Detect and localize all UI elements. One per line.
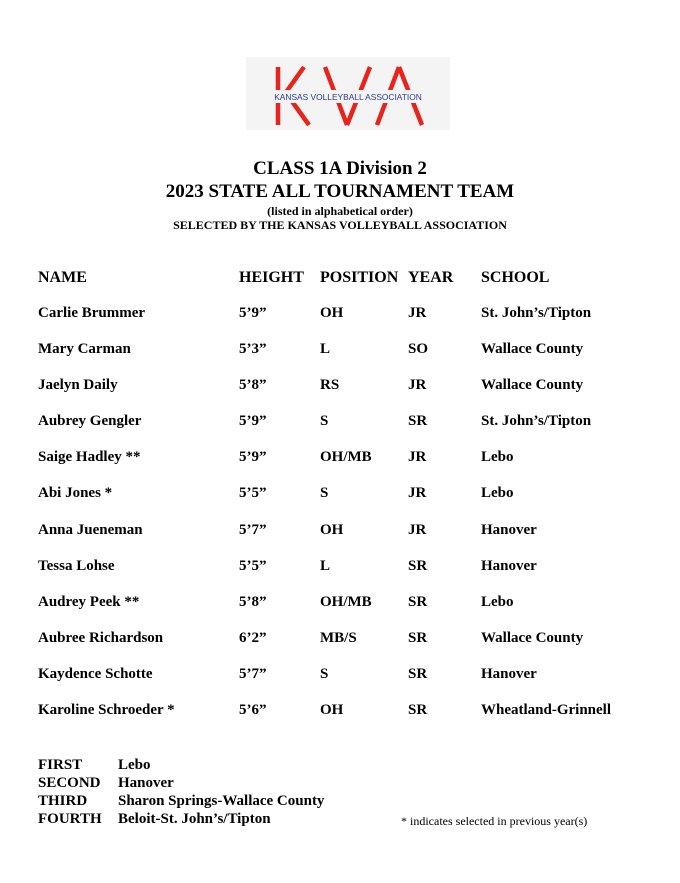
finish-place: FIRST — [38, 757, 83, 773]
cell-name: Aubrey Gengler — [38, 413, 142, 430]
table-row — [38, 377, 658, 413]
table-row — [38, 305, 658, 341]
cell-position: OH — [320, 521, 344, 538]
kva-logo — [246, 57, 450, 130]
cell-school: Lebo — [481, 485, 514, 502]
cell-name: Tessa Lohse — [38, 557, 115, 574]
cell-school: Hanover — [481, 521, 537, 538]
selected-by: SELECTED BY THE KANSAS VOLLEYBALL ASSOCIATION — [173, 218, 507, 232]
cell-school: Wallace County — [481, 629, 584, 646]
cell-school: Lebo — [481, 449, 514, 466]
cell-year: SR — [408, 557, 428, 574]
col-year: YEAR — [408, 269, 454, 286]
cell-school: Wheatland-Grinnell — [481, 702, 612, 719]
cell-school: Lebo — [481, 593, 514, 610]
cell-name: Abi Jones * — [38, 485, 113, 502]
cell-year: SR — [408, 413, 428, 430]
footnote: * indicates selected in previous year(s) — [401, 814, 588, 828]
roster-table — [38, 269, 658, 738]
cell-height: 5’6” — [239, 702, 267, 719]
cell-school: Hanover — [481, 557, 537, 574]
cell-position: OH — [320, 702, 344, 719]
cell-height: 5’5” — [239, 557, 267, 574]
cell-name: Jaelyn Daily — [38, 377, 118, 394]
finish-place: FOURTH — [38, 811, 102, 827]
col-name: NAME — [38, 269, 87, 286]
cell-name: Carlie Brummer — [38, 305, 146, 321]
cell-height: 6’2” — [239, 629, 267, 646]
logo-tagline: KANSAS VOLLEYBALL ASSOCIATION — [274, 92, 422, 102]
cell-position: S — [320, 485, 329, 502]
finish-team: Lebo — [118, 757, 151, 773]
table-row — [38, 702, 658, 738]
cell-height: 5’8” — [239, 377, 267, 394]
cell-position: S — [320, 413, 329, 430]
cell-height: 5’8” — [239, 593, 267, 610]
cell-year: JR — [408, 485, 427, 502]
cell-year: SR — [408, 629, 428, 646]
col-height: HEIGHT — [239, 269, 304, 286]
cell-school: Wallace County — [481, 377, 584, 394]
cell-year: SO — [408, 341, 429, 358]
finish-team: Hanover — [118, 775, 174, 791]
cell-height: 5’7” — [239, 665, 267, 682]
finish-team: Beloit-St. John’s/Tipton — [118, 811, 271, 827]
col-school: SCHOOL — [481, 269, 550, 286]
cell-position: MB/S — [320, 629, 357, 646]
cell-year: SR — [408, 593, 428, 610]
cell-height: 5’5” — [239, 485, 267, 502]
cell-position: L — [320, 557, 331, 574]
finish-place: THIRD — [38, 793, 88, 809]
table-header — [38, 269, 658, 305]
finish-team: Sharon Springs-Wallace County — [118, 793, 325, 809]
cell-school: Hanover — [481, 665, 537, 682]
cell-year: JR — [408, 305, 427, 321]
table-row — [38, 630, 658, 666]
cell-name: Anna Jueneman — [38, 521, 143, 538]
col-position: POSITION — [320, 269, 399, 286]
cell-height: 5’9” — [239, 305, 267, 321]
cell-height: 5’9” — [239, 413, 267, 430]
cell-school: Wallace County — [481, 341, 584, 358]
cell-year: SR — [408, 702, 428, 719]
cell-position: L — [320, 341, 331, 358]
table-row — [38, 558, 658, 594]
cell-school: St. John’s/Tipton — [481, 305, 592, 321]
cell-name: Kaydence Schotte — [38, 665, 153, 682]
cell-height: 5’9” — [239, 449, 267, 466]
table-row — [38, 594, 658, 630]
cell-name: Mary Carman — [38, 341, 131, 358]
cell-year: JR — [408, 449, 427, 466]
cell-height: 5’7” — [239, 521, 267, 538]
cell-position: OH — [320, 305, 344, 321]
cell-year: JR — [408, 377, 427, 394]
table-row — [38, 341, 658, 377]
table-row — [38, 449, 658, 485]
cell-position: OH/MB — [320, 449, 372, 466]
cell-position: S — [320, 665, 329, 682]
cell-height: 5’3” — [239, 341, 267, 358]
cell-name: Karoline Schroeder * — [38, 702, 175, 719]
cell-year: SR — [408, 665, 428, 682]
table-row — [38, 522, 658, 558]
cell-name: Aubree Richardson — [38, 629, 164, 646]
cell-position: RS — [320, 377, 340, 394]
table-row — [38, 413, 658, 449]
class-title: CLASS 1A Division 2 — [253, 158, 427, 179]
cell-name: Audrey Peek ** — [38, 593, 140, 610]
cell-year: JR — [408, 521, 427, 538]
cell-school: St. John’s/Tipton — [481, 413, 592, 430]
finish-place: SECOND — [38, 775, 101, 791]
table-row — [38, 666, 658, 702]
order-note: (listed in alphabetical order) — [267, 204, 413, 218]
cell-name: Saige Hadley ** — [38, 449, 141, 466]
cell-position: OH/MB — [320, 593, 372, 610]
team-title: 2023 STATE ALL TOURNAMENT TEAM — [165, 181, 515, 202]
table-row — [38, 485, 658, 521]
